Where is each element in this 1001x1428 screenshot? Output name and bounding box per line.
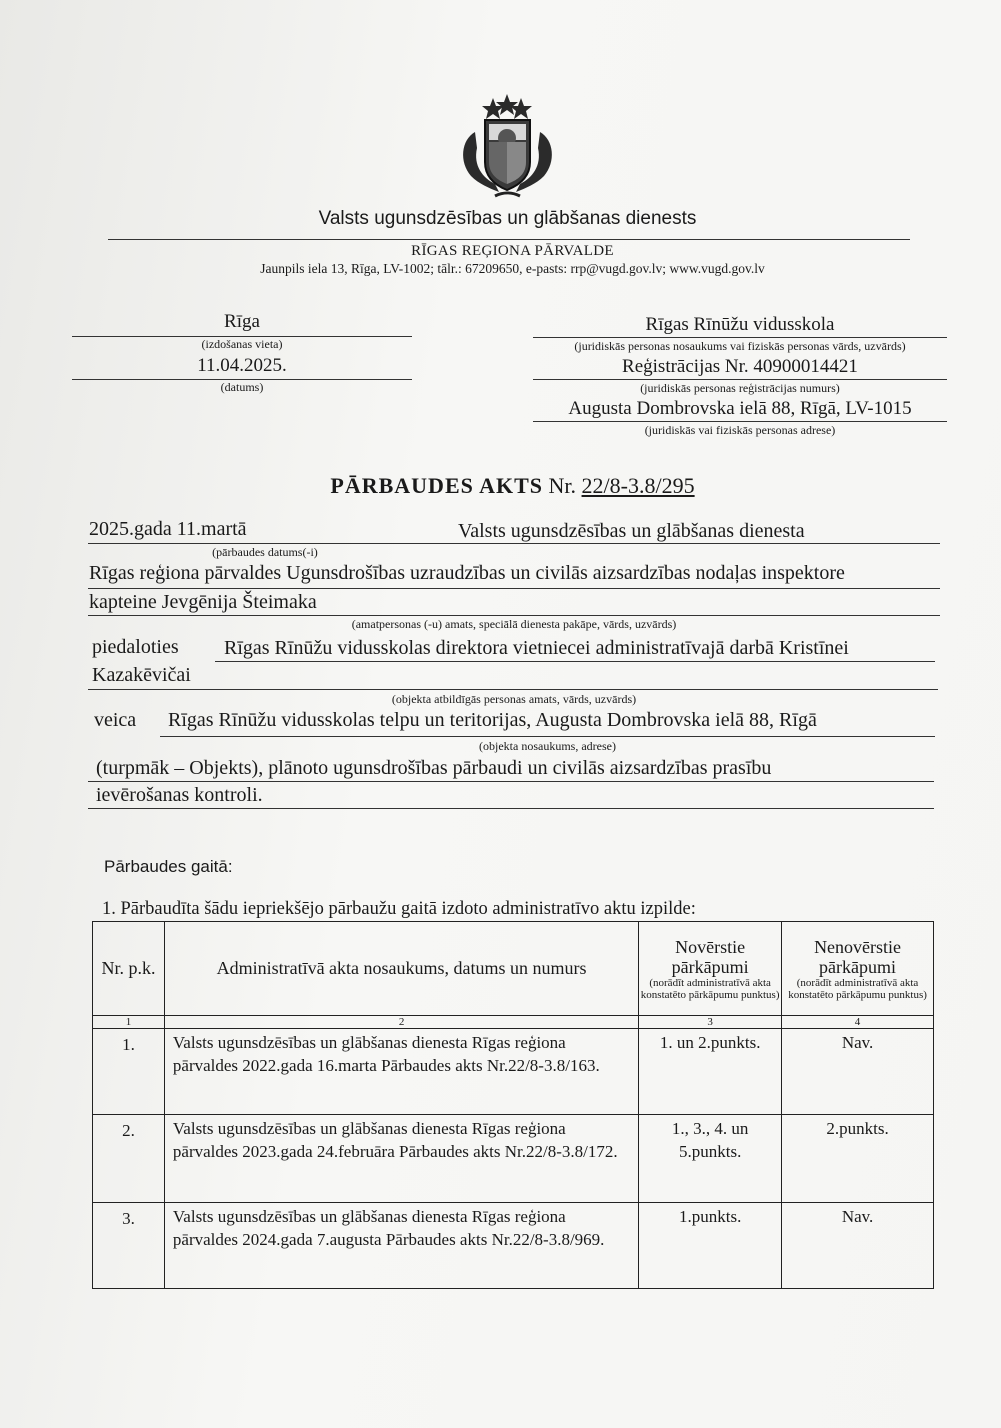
table-row	[93, 1029, 934, 1115]
performed-label: veica	[94, 709, 137, 731]
header-unfixed-title: Nenovērstie pārkāpumi	[814, 936, 902, 977]
inspector-line-1: Rīgas reģiona pārvaldes Ugunsdrošības uzraudzības un civilās aizsardzības nodaļas inspektore	[89, 562, 845, 584]
region-name: RĪGAS REĢIONA PĀRVALDE	[411, 243, 614, 259]
recipient-name: Rīgas Rīnūžu vidusskola	[645, 314, 835, 335]
row-nr: 2.	[93, 1115, 165, 1203]
inspection-date: 2025.gada 11.martā	[89, 518, 247, 540]
row-act-name: Valsts ugunsdzēsības un glābšanas dienesta Rīgas reģiona pārvaldes 2023.gada 24.februāra Pārbaudes akts Nr.22/8-3.8/172.	[164, 1115, 638, 1203]
section-1-heading: 1. Pārbaudīta šādu iepriekšējo pārbaužu gaitā izdoto administratīvo aktu izpilde:	[102, 899, 696, 919]
line-7	[88, 781, 934, 782]
recipient-address: Augusta Dombrovska ielā 88, Rīgā, LV-1015	[568, 398, 912, 419]
line-8	[88, 808, 934, 809]
recipient-registration: Reģistrācijas Nr. 40900014421	[622, 356, 858, 377]
document-title	[0, 473, 1001, 499]
row-nr: 3.	[93, 1203, 165, 1289]
header-divider	[108, 239, 910, 240]
participant-line-1: Rīgas Rīnūžu vidusskolas direktora vietniecei administratīvajā darbā Kristīnei	[224, 637, 849, 659]
row-act-name: Valsts ugunsdzēsības un glābšanas dienesta Rīgas reģiona pārvaldes 2022.gada 16.marta Pārbaudes akts Nr.22/8-3.8/163.	[164, 1029, 638, 1115]
issue-place: Rīga	[224, 311, 260, 332]
contact-info: Jaunpils iela 13, Rīga, LV-1002; tālr.: 67209650, e-pasts: rrp@vugd.gov.lv; www.vugd.gov.lv	[260, 261, 765, 276]
participating-label: piedaloties	[92, 636, 179, 658]
registration-underline	[533, 379, 947, 380]
latvia-coat-of-arms-icon	[455, 92, 560, 200]
line-6	[160, 736, 935, 737]
header-fixed-title: Novērstie pārkāpumi	[671, 936, 749, 977]
col-number: 2	[164, 1016, 638, 1029]
header-act-name: Administratīvā akta nosaukums, datums un numurs	[164, 922, 638, 1016]
line-5	[88, 689, 938, 690]
column-number-row	[93, 1016, 934, 1029]
header-unfixed-note: (norādīt administratīvā akta konstatēto pārkāpumu punktus)	[788, 976, 927, 1001]
header-unfixed	[782, 922, 934, 1016]
line-2	[88, 588, 940, 589]
line-1	[88, 543, 940, 544]
administrative-acts-table	[92, 921, 934, 1289]
row-nr: 1.	[93, 1029, 165, 1115]
date-caption: (pārbaudes datums(-i)	[212, 545, 318, 559]
header-nr: Nr. p.k.	[93, 922, 165, 1016]
object-caption: (objekta nosaukums, adrese)	[479, 739, 616, 753]
row-fixed: 1., 3., 4. un 5.punkts.	[639, 1115, 782, 1203]
col-number: 3	[639, 1016, 782, 1029]
title-main: PĀRBAUDES AKTS	[330, 473, 544, 498]
inspector-line-2: kapteine Jevgēnija Šteimaka	[89, 591, 317, 613]
recipient-underline	[533, 337, 947, 338]
col-number: 4	[782, 1016, 934, 1029]
header-fixed	[639, 922, 782, 1016]
row-unfixed: 2.punkts.	[782, 1115, 934, 1203]
row-unfixed: Nav.	[782, 1029, 934, 1115]
title-number: 22/8-3.8/295	[581, 473, 695, 498]
row-fixed: 1. un 2.punkts.	[639, 1029, 782, 1115]
inspection-agency: Valsts ugunsdzēsības un glābšanas dienesta	[458, 520, 805, 542]
table-row	[93, 1115, 934, 1203]
agency-name: Valsts ugunsdzēsības un glābšanas dienests	[318, 208, 697, 229]
table-header-row	[93, 922, 934, 1016]
participant-line-2: Kazakēvičai	[92, 664, 191, 686]
purpose-line-1: (turpmāk – Objekts), plānoto ugunsdrošības pārbaudi un civilās aizsardzības prasību	[96, 757, 772, 779]
object-name: Rīgas Rīnūžu vidusskolas telpu un teritorijas, Augusta Dombrovska ielā 88, Rīgā	[168, 709, 817, 731]
header-fixed-note: (norādīt administratīvā akta konstatēto pārkāpumu punktus)	[640, 976, 780, 1001]
col-number: 1	[93, 1016, 165, 1029]
issue-place-caption: (izdošanas vieta)	[201, 337, 283, 351]
title-nr-label: Nr.	[548, 473, 577, 498]
issue-date-caption: (datums)	[220, 380, 264, 394]
recipient-registration-caption: (juridiskās personas reģistrācijas numurs)	[640, 381, 840, 395]
inspector-caption: (amatpersonas (-u) amats, speciālā dienesta pakāpe, vārds, uzvārds)	[351, 617, 677, 631]
line-3	[88, 615, 940, 616]
recipient-address-caption: (juridiskās vai fiziskās personas adrese)	[644, 423, 836, 437]
address-underline	[533, 421, 947, 422]
table-row	[93, 1203, 934, 1289]
issue-date: 11.04.2025.	[197, 355, 287, 376]
row-fixed: 1.punkts.	[639, 1203, 782, 1289]
participant-caption: (objekta atbildīgās personas amats, vārds, uzvārds)	[391, 692, 637, 706]
line-4	[215, 661, 935, 662]
row-unfixed: Nav.	[782, 1203, 934, 1289]
purpose-line-2: ievērošanas kontroli.	[96, 784, 263, 806]
recipient-name-caption: (juridiskās personas nosaukums vai fiziskās personas vārds, uzvārds)	[574, 339, 906, 353]
row-act-name: Valsts ugunsdzēsības un glābšanas dienesta Rīgas reģiona pārvaldes 2024.gada 7.augusta Pārbaudes akts Nr.22/8-3.8/969.	[164, 1203, 638, 1289]
progress-heading: Pārbaudes gaitā:	[104, 857, 233, 876]
